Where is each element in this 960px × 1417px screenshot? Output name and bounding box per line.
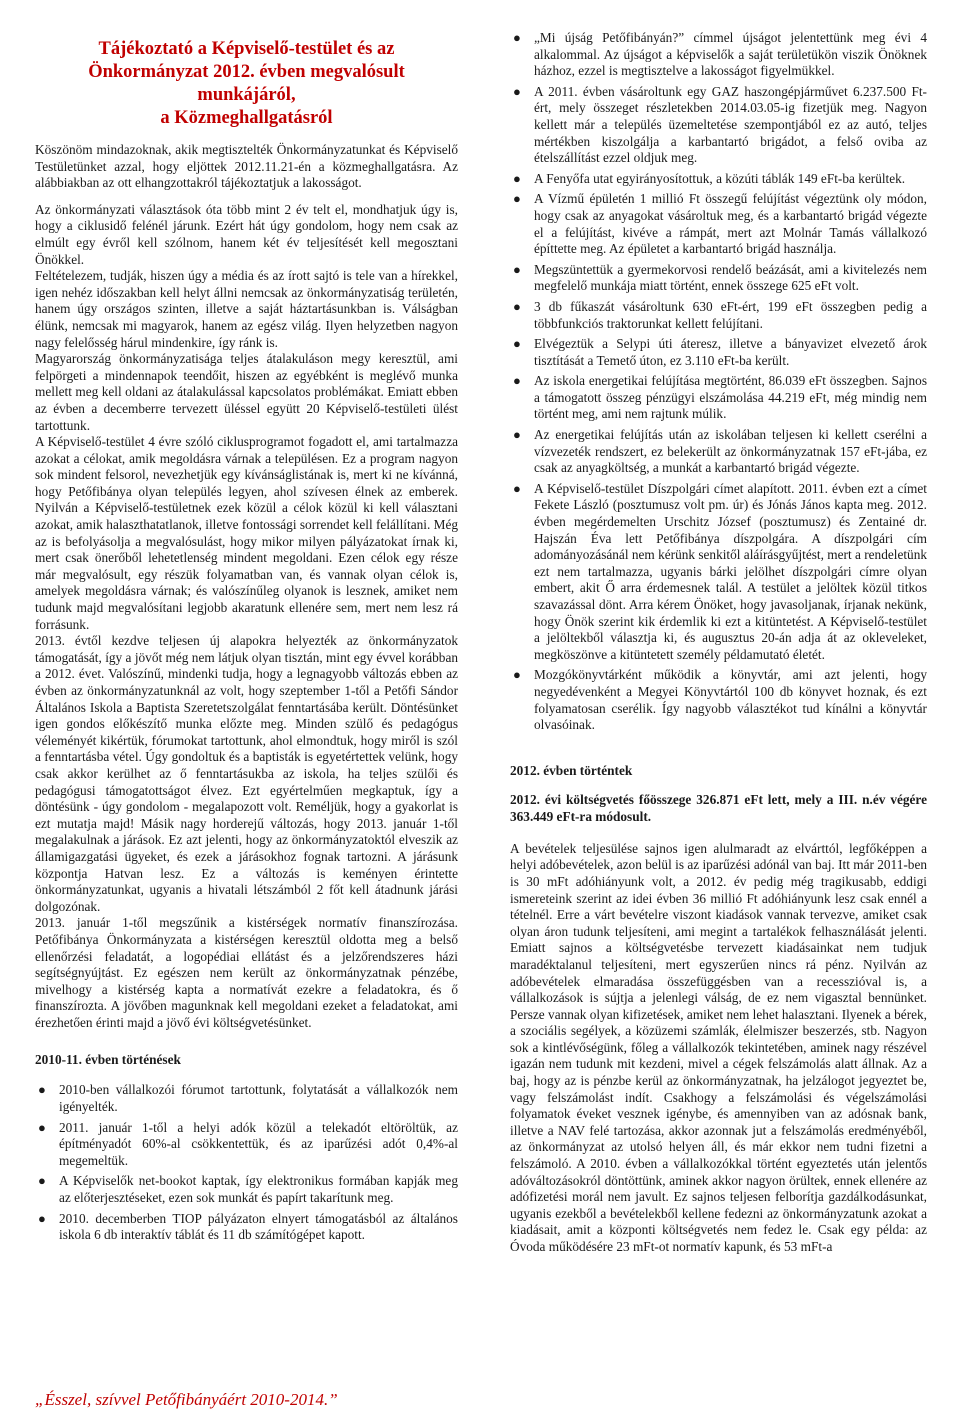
- bullet-icon: ●: [38, 1210, 46, 1226]
- bullet-icon: ●: [38, 1173, 46, 1189]
- bullet-icon: ●: [38, 1119, 46, 1135]
- list-item: ● 2011. január 1-től a helyi adók közül a telekadót eltöröltük, az építményadót 60%-al csökkentettük, és az iparűzési adót 0,4%-al megemeltük.: [38, 1119, 458, 1168]
- paragraph-transformation: Magyarország önkormányzatisága teljes átalakuláson megy keresztül, ami felpörgeti a mindennapok teendőit, hiszen az egyébként is meglévő munka mellett meg kell oldani az átalakulással kapcsolatos problémákat. Emiatt ebben az évben a decemberre tervezett üléssel együtt 20 Képviselő-testületi ülést tartottunk.: [35, 351, 458, 433]
- budget-summary: 2012. évi költségvetés főösszege 326.871 eFt lett, mely a III. n.év végére 363.449 eFt-ra módosult.: [510, 791, 927, 824]
- list-2010-11: [35, 1082, 458, 1243]
- list-item: ● „Mi újság Petőfibányán?” címmel újságot jelentettünk meg évi 4 alkalommal. Az újságot a képviselők a saját területükön viszik Önöknek házhoz, ezzel is megtisztelve a lakosságot figyelmükkel.: [513, 30, 927, 79]
- bullet-icon: ●: [38, 1082, 46, 1098]
- bullet-icon: ●: [513, 191, 521, 207]
- paragraph-2013: 2013. évtől kezdve teljesen új alapokra helyezték az önkormányzatok támogatását, így a jövőt még nem látjuk olyan tisztán, mint egy évvel korábban a 2012. évet. Valószínű, mindenki tudja, hogy a legnagyobb változás ebben az évben az önkormányzatunknál az volt, hogy szeptember 1-től a Petőfi Sándor Általános Iskola a Baptista Szeretetszolgálat fenntartásába került. Döntésünket igen gondos előkészítő munka előzte meg. Minden szülő és pedagógus véleményét kikértük, fórumokat tartottunk, ahol elmondtuk, hogy miről is szól a fenntartásba vétel. Úgy gondoltuk és a baptisták is egyetértettek velünk, hogy csak akkor kerülhet az ő fenntartásukba az iskola, ha teljes szülői és pedagógusi támogatottságot élvez. Ezt egyértelműen megkaptuk, így a döntésünk - úgy gondolom - megalapozott volt. Reméljük, hogy a gyakorlat is ezt mutatja majd! Másik nagy horderejű változás, hogy 2013. január 1-től megalakulnak a járások. Ez azt jelenti, hogy az önkormányzatoktól elveszik az államigazgatási ügyeket, és ezek a járásokhoz fognak tartozni. A járásunk központja Hatvan lesz. Ez a változás is keményen érintette önkormányzatunkat, ugyanis a hivatali létszámból 2 főt kell átadnunk járási dolgozónak.: [35, 633, 458, 914]
- list-achievements: [510, 30, 927, 734]
- title-line-2: Önkormányzat 2012. évben megvalósult: [88, 62, 405, 82]
- bullet-icon: ●: [513, 30, 521, 45]
- bullet-icon: ●: [513, 261, 521, 277]
- bullet-icon: ●: [513, 427, 521, 443]
- bullet-icon: ●: [513, 83, 521, 99]
- title-line-3: munkájáról,: [197, 85, 296, 105]
- footer-slogan: „Ésszel, szívvel Petőfibányáért 2010-2014.”: [35, 1390, 338, 1409]
- bullet-icon: ●: [513, 298, 521, 314]
- paragraph-program: A Képviselő-testület 4 évre szóló ciklusprogramot fogadott el, ami tartalmazza azokat a célokat, amik megoldásra várnak a településen. Ez a program nagyon sok mindent felsorol, nevezhetjük egy kívánságlistának is, mert ki ne kívánná, hogy Petőfibánya olyan település legyen, ahol szívesen élnek az emberek. Nyilván a Képviselő-testületnek ezek közül a célok közül ki kell választani azokat, amik halaszthatatlanok, illetve fontossági sorrendet kell felállítani. Még az is befolyásolja a megvalósulást, hogy mikor milyen pályázatokat írnak ki, mert csak önerőből lehetetlenség mindent megoldani. Ezen célok egy része már megvalósult, egy részük folyamatban van, és vannak olyan célok is, amelyek megoldásra várnak; és valószínűleg olyanok is lesznek, amiket nem tudunk majd megvalósítani legjobb akaratunk ellenére sem, mert nem lesz rá forrásunk.: [35, 434, 458, 632]
- list-item: ● A Vízmű épületén 1 millió Ft összegű felújítást végeztünk oly módon, hogy csak az anyagokat vásároltuk meg, és a karbantartó brigád végezte el a felújítást, kivéve a rámpát, mert azt Molnár Tamás vállalkozó építtette meg. Az épületet a karbantartó brigád használja.: [513, 191, 927, 257]
- list-item: ● A Képviselő-testület Díszpolgári címet alapított. 2011. évben ezt a címet Fekete László (posztumusz volt pm. úr) és Jónás János kapta meg. 2012. évben megérdemelten Urschitz József (posztumusz) és Zentainé dr. Hajszán Éva lett Petőfibánya díszpolgára. A díszpolgári cím adományozásánál nem kérünk senkitől aláírásgyűjtést, mert a rendeletünk ezt nem tartalmazza, ugyanis bárki jelölhet díszpolgári címre olyan embert, akit Ő arra érdemesnek talál. A testület a jelöltek közül titkos szavazással dönt. Arra kérem Önöket, hogy javasoljanak, írjanak nekünk, hogy Önök szerint kik érdemlik ki ezt a kitüntetést. A Képviselő-testület a jelöltekből választja ki, és augusztus 20-án adja át az okleveleket, megköszönve a kitüntetett személy példamutató életét.: [513, 480, 927, 662]
- heading-2010-11: 2010-11. évben történések: [35, 1052, 181, 1068]
- paragraph-intro: Köszönöm mindazoknak, akik megtisztelték Önkormányzatunkat és Képviselő Testületünket azzal, hogy eljöttek 2012.11.21-én a közmeghallgatásra. Az alábbiakban az ott elhangzottakról tájékoztatjuk a lakosságot.: [35, 142, 458, 191]
- paragraph-crisis: Feltételezem, tudják, hiszen úgy a média és az írott sajtó is tele van a hírekkel, igen nehéz időszakban kell helyt állni nemcsak az önkormányzatiság területén, hanem úgy országos szinten, illetve a saját háztartásunkban is. Válságban élünk, nemcsak mi magyarok, hanem az egész világ. Ilyen helyzetben nagyon nagy felelősség hárul mindenkire, így ránk is.: [35, 268, 458, 350]
- bullet-icon: ●: [513, 667, 521, 683]
- paragraph-cycle: Az önkormányzati választások óta több mint 2 év telt el, mondhatjuk úgy is, hogy a ciklusidő felénél járunk. Ezért hát úgy gondolom, hogy nem csak az elmúlt egy évről kell szólnom, hanem két év teljesítését kell megosztani Önökkel.: [35, 201, 458, 267]
- bullet-icon: ●: [513, 170, 521, 186]
- heading-2012: 2012. évben történtek: [510, 762, 633, 778]
- list-item: ● A Fenyőfa utat egyirányosítottuk, a közúti táblák 149 eFt-ba kerültek.: [513, 170, 906, 186]
- bullet-icon: ●: [513, 373, 521, 389]
- list-item: ● Az iskola energetikai felújítása megtörtént, 86.039 eFt összegben. Sajnos a támogatott összeg pénzügyi elszámolása 44.219 eFt, még mindig nem történt meg, ami nem rajtunk múlik.: [513, 373, 927, 422]
- list-item: ● Megszüntettük a gyermekorvosi rendelő beázását, ami a kivitelezés nem megfelelő munkája miatt történt, ennek összege 625 eFt volt.: [513, 261, 927, 294]
- list-item: ● A Képviselők net-bookot kaptak, így elektronikus formában kapják meg az előterjesztéseket, ezen sok munkát és papírt takarítunk meg.: [38, 1173, 458, 1206]
- bullet-icon: ●: [513, 336, 521, 352]
- right-column: [510, 30, 927, 1256]
- list-item: ● 2010. decemberben TIOP pályázaton elnyert támogatásból az általános iskola 6 db interaktív táblát és 11 db számítógépet kapott.: [38, 1210, 458, 1243]
- title-line-1: Tájékoztató a Képviselő-testület és az: [98, 39, 395, 59]
- document-title: [35, 30, 458, 130]
- bullet-icon: ●: [513, 480, 521, 496]
- left-column: [35, 30, 458, 1248]
- list-item: ● 2010-ben vállalkozói fórumot tartottunk, folytatását a vállalkozók nem igényelték.: [38, 1082, 458, 1115]
- list-item: ● Mozgókönyvtárként működik a könyvtár, ami azt jelenti, hogy negyedévenként a Megyei Könyvtártól 100 db könyvet hoznak, és ezt folyamatosan cserélik. Így nagyobb választékot tud kínálni a könyvtár olvasóinak.: [513, 667, 927, 733]
- paragraph-revenues: A bevételek teljesülése sajnos igen alulmaradt az elvárttól, legfőképpen a helyi adóbevételek, azon belül is az iparűzési adónál van baj. Itt már 2011-ben is 30 mFt adóhiányunk volt, a 2012. év pedig még tragikusabb, eddigi ismereteink szerint az idei évben 36 millió Ft adóhiányunk lesz csak ennél a tételnél. Erre a várt bevételre viszont kiadások vannak tervezve, amiket csak olyan áron tudunk teljesíteni, ami megint a tartalékok felhasználását jelenti. Emiatt sajnos a költségvetésbe tervezett kiadásainkat nem tudjuk maradéktalanul teljesíteni, mert egyszerűen nincs rá pénz. Nyilván az adóbevételek elmaradása összefüggésben van a recesszióval is, a vállalkozások is sújtja a jelenlegi válság, de ez nem vigasztal bennünket. Persze vannak olyan kifizetések, amiket nem lehet halasztani. Ilyenek a bérek, a szociális segélyek, a közüzemi számlák, élelmiszer beszerzés, stb. Nagyon sok a kintlévőségünk, főleg a vállalkozók tekintetében, aminek nagy részével igazán nem tudunk mit kezdeni, mivel a cégek felszámolás alatt állnak. Az a baj, hogy az is pénzbe kerül az önkormányzatnak, ha jelzálogot jegyeztet be, vagy felszámolást indít. Csakhogy a felszámolási és végelszámolási folyamatok éveket vesznek igénybe, és amennyiben van az adósnak bank, illetve a NAV felé tartozása, akkor azonnak jut a felszámolás eredményéből, az önkormányzat az utolsó helyen áll, és már ekkor nem tudni fizetni a felszámoló. A 2010. évben a vállalkozókkal történt egyeztetés után jelentős adóváltozásokról döntöttünk, aminek akkor nagyon örültek, ennek ellenére az adófizetési morál nem javult. Ez sajnos teljesen felborítja gazdálkodásunkat, ugyanis ezekből a bevételekből kellene fedezni az önkormányzatunk azokat a kiadásait, amit a központi költségvetés nem fedez le. Csak egy példa: az Óvoda működésére 23 mFt-ot normatív kapunk, és 53 mFt-a: [510, 840, 927, 1254]
- list-item: ● 3 db fűkaszát vásároltunk 630 eFt-ért, 199 eFt összegben pedig a többfunkciós traktorunkat kellett felújítani.: [513, 298, 927, 331]
- title-line-4: a Közmeghallgatásról: [160, 108, 333, 128]
- list-item: ● Az energetikai felújítás után az iskolában teljesen ki kellett cserélni a vízvezeték rendszert, ez belekerült az önkormányzatnak 157 eFt-jába, ez csak az anyagköltség, a munkát a karbantartó brigád végezte.: [513, 427, 927, 476]
- paragraph-subregion: 2013. január 1-től megszűnik a kistérségek normatív finanszírozása. Petőfibánya Önkormányzata a kistérségen keresztül oldotta meg a belső ellenőrzési feladatát, a logopédiai ellátást és a jelzőrendszeres házi segítségnyújtást. Ez egészen nem került az önkormányzatnak pénzébe, mivelhogy a kistérség kapta a normatívát ezekre a feladatokra, és ő finanszírozta. A jövőben magunknak kell megoldani ezeket a feladatokat, ami érezhetően érinti majd a jövő évi költségvetésünket.: [35, 915, 458, 1030]
- list-item: ● A 2011. évben vásároltunk egy GAZ haszongépjárművet 6.237.500 Ft-ért, mely összeget részletekben 2014.03.05-ig fizetjük meg. Nagyon kellett már a település üzemeltetése szempontjából ez az autó, teljes mértékben kiszolgálja a karbantartó brigádot, a felső oviba az ételszállítást ezzel oldjuk meg.: [513, 83, 927, 166]
- list-item: ● Elvégeztük a Selypi úti áteresz, illetve a bányavizet elvezető árok tisztítását a Temető úton, ez 3.110 eFt-ba került.: [513, 336, 927, 368]
